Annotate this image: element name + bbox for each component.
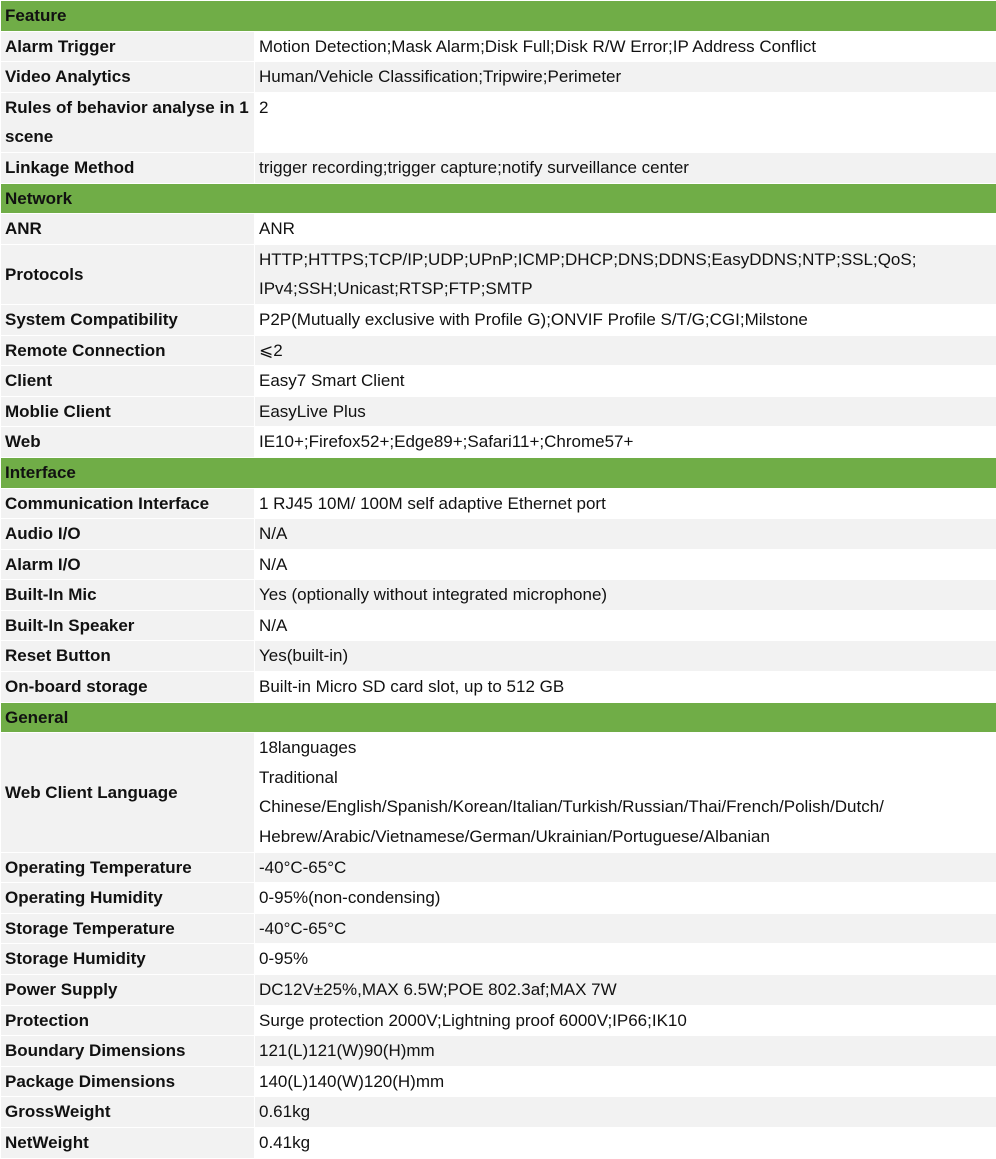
spec-value: [255, 672, 996, 703]
spec-row: [1, 152, 996, 183]
spec-row: [1, 672, 996, 703]
spec-row: [1, 62, 996, 93]
spec-value: [255, 31, 996, 62]
spec-row: [1, 1005, 996, 1036]
section-title: Feature: [1, 1, 996, 32]
spec-label: Rules of behavior analyse in 1 scene: [1, 92, 255, 152]
spec-value: [255, 852, 996, 883]
section-header-row: [1, 702, 996, 733]
spec-row: [1, 335, 996, 366]
section-title: Interface: [1, 457, 996, 488]
spec-label: Moblie Client: [1, 396, 255, 427]
spec-value: [255, 733, 996, 852]
section-title: Network: [1, 183, 996, 214]
spec-value-line: 121(L)121(W)90(H)mm: [259, 1036, 992, 1066]
spec-row: [1, 396, 996, 427]
spec-row: [1, 944, 996, 975]
spec-label: Communication Interface: [1, 488, 255, 519]
spec-value-line: Traditional: [259, 763, 992, 793]
spec-value-line: ANR: [259, 214, 992, 244]
spec-row: [1, 31, 996, 62]
section-header-row: [1, 457, 996, 488]
spec-value-line: 0-95%(non-condensing): [259, 883, 992, 913]
spec-value: [255, 1036, 996, 1067]
spec-value: [255, 944, 996, 975]
spec-label: Built-In Speaker: [1, 610, 255, 641]
spec-label: System Compatibility: [1, 304, 255, 335]
spec-label: Remote Connection: [1, 335, 255, 366]
spec-label: NetWeight: [1, 1127, 255, 1158]
spec-value-line: -40°C-65°C: [259, 853, 992, 883]
spec-value-line: 0.41kg: [259, 1128, 992, 1158]
spec-row: [1, 214, 996, 245]
spec-value-line: Yes(built-in): [259, 641, 992, 671]
spec-value: [255, 975, 996, 1006]
spec-label: ANR: [1, 214, 255, 245]
spec-value: [255, 244, 996, 304]
spec-value: [255, 427, 996, 458]
spec-value-line: trigger recording;trigger capture;notify surveillance center: [259, 153, 992, 183]
spec-value-line: Chinese/English/Spanish/Korean/Italian/Turkish/Russian/Thai/French/Polish/Dutch/: [259, 792, 992, 822]
spec-value: [255, 549, 996, 580]
spec-label: Video Analytics: [1, 62, 255, 93]
spec-value: [255, 488, 996, 519]
spec-row: [1, 1066, 996, 1097]
spec-row: [1, 975, 996, 1006]
spec-label: Operating Humidity: [1, 883, 255, 914]
spec-value-line: 1 RJ45 10M/ 100M self adaptive Ethernet port: [259, 489, 992, 519]
spec-row: [1, 92, 996, 152]
spec-value: [255, 913, 996, 944]
spec-label: On-board storage: [1, 672, 255, 703]
spec-value-line: 140(L)140(W)120(H)mm: [259, 1067, 992, 1097]
spec-value: [255, 214, 996, 245]
spec-value-line: 0-95%: [259, 944, 992, 974]
spec-value-line: Human/Vehicle Classification;Tripwire;Perimeter: [259, 62, 992, 92]
spec-label: Alarm I/O: [1, 549, 255, 580]
spec-label: Alarm Trigger: [1, 31, 255, 62]
spec-value-line: Motion Detection;Mask Alarm;Disk Full;Disk R/W Error;IP Address Conflict: [259, 32, 992, 62]
spec-label: Audio I/O: [1, 519, 255, 550]
spec-row: [1, 1036, 996, 1067]
spec-value-line: P2P(Mutually exclusive with Profile G);ONVIF Profile S/T/G;CGI;Milstone: [259, 305, 992, 335]
spec-table-body: [1, 1, 996, 1159]
spec-label: Protocols: [1, 244, 255, 304]
spec-label: Package Dimensions: [1, 1066, 255, 1097]
spec-label: Protection: [1, 1005, 255, 1036]
spec-value: [255, 641, 996, 672]
spec-value: [255, 304, 996, 335]
spec-row: [1, 427, 996, 458]
spec-value: [255, 396, 996, 427]
spec-value: [255, 152, 996, 183]
spec-value: [255, 1066, 996, 1097]
spec-value: [255, 519, 996, 550]
spec-value: [255, 580, 996, 611]
spec-value: [255, 62, 996, 93]
spec-value-line: EasyLive Plus: [259, 397, 992, 427]
spec-label: Storage Humidity: [1, 944, 255, 975]
spec-row: [1, 580, 996, 611]
spec-row: [1, 304, 996, 335]
spec-row: [1, 610, 996, 641]
spec-value-line: 18languages: [259, 733, 992, 763]
spec-row: [1, 641, 996, 672]
spec-value-line: N/A: [259, 611, 992, 641]
spec-label: GrossWeight: [1, 1097, 255, 1128]
spec-label: Linkage Method: [1, 152, 255, 183]
spec-row: [1, 244, 996, 304]
spec-label: Power Supply: [1, 975, 255, 1006]
spec-value: [255, 1097, 996, 1128]
spec-value-line: 2: [259, 93, 992, 123]
section-title: General: [1, 702, 996, 733]
spec-value-line: Hebrew/Arabic/Vietnamese/German/Ukrainian/Portuguese/Albanian: [259, 822, 992, 852]
spec-label: Storage Temperature: [1, 913, 255, 944]
spec-label: Reset Button: [1, 641, 255, 672]
spec-row: [1, 852, 996, 883]
spec-label: Built-In Mic: [1, 580, 255, 611]
spec-value-line: -40°C-65°C: [259, 914, 992, 944]
spec-row: [1, 1097, 996, 1128]
spec-label: Web Client Language: [1, 733, 255, 852]
spec-value: [255, 610, 996, 641]
spec-value: [255, 883, 996, 914]
spec-value: [255, 335, 996, 366]
spec-row: [1, 883, 996, 914]
spec-row: [1, 549, 996, 580]
spec-value: [255, 92, 996, 152]
spec-label: Operating Temperature: [1, 852, 255, 883]
spec-row: [1, 913, 996, 944]
spec-label: Boundary Dimensions: [1, 1036, 255, 1067]
spec-value-line: Surge protection 2000V;Lightning proof 6000V;IP66;IK10: [259, 1006, 992, 1036]
spec-value: [255, 1127, 996, 1158]
section-header-row: [1, 183, 996, 214]
spec-row: [1, 366, 996, 397]
spec-label: Web: [1, 427, 255, 458]
spec-value-line: Yes (optionally without integrated microphone): [259, 580, 992, 610]
spec-value-line: Easy7 Smart Client: [259, 366, 992, 396]
spec-value-line: Built-in Micro SD card slot, up to 512 GB: [259, 672, 992, 702]
spec-value-line: 0.61kg: [259, 1097, 992, 1127]
spec-row: [1, 1127, 996, 1158]
spec-value-line: IE10+;Firefox52+;Edge89+;Safari11+;Chrome57+: [259, 427, 992, 457]
spec-value: [255, 1005, 996, 1036]
spec-row: [1, 519, 996, 550]
spec-row: [1, 488, 996, 519]
spec-value-line: IPv4;SSH;Unicast;RTSP;FTP;SMTP: [259, 274, 992, 304]
spec-value-line: N/A: [259, 519, 992, 549]
spec-value-line: N/A: [259, 550, 992, 580]
spec-value-line: ⩽2: [259, 336, 992, 366]
spec-value-line: DC12V±25%,MAX 6.5W;POE 802.3af;MAX 7W: [259, 975, 992, 1005]
spec-row: [1, 733, 996, 852]
section-header-row: [1, 1, 996, 32]
spec-value: [255, 366, 996, 397]
spec-label: Client: [1, 366, 255, 397]
spec-value-line: HTTP;HTTPS;TCP/IP;UDP;UPnP;ICMP;DHCP;DNS;DDNS;EasyDDNS;NTP;SSL;QoS;: [259, 245, 992, 275]
